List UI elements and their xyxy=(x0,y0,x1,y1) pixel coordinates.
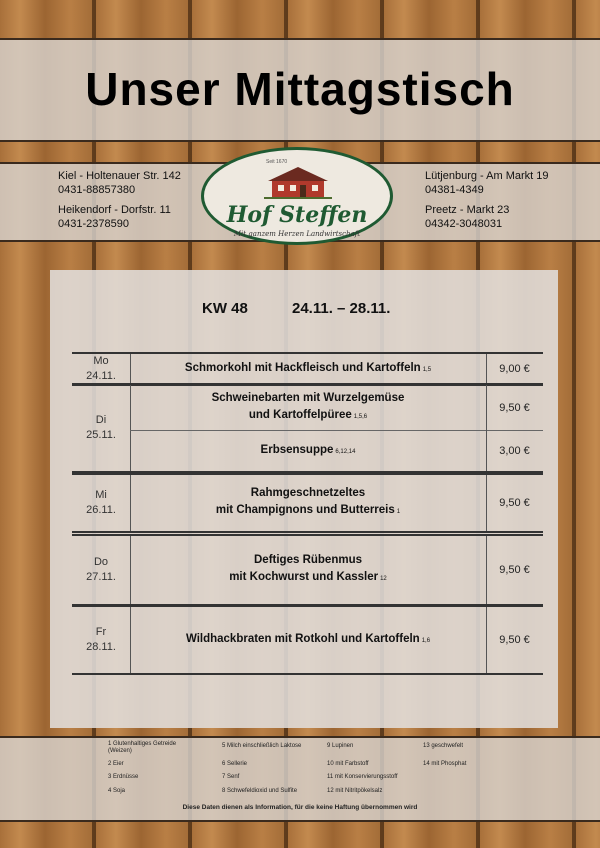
allergen-item: 11 mit Konservierungsstoff xyxy=(327,774,398,780)
logo-small-text: Seit 1670 xyxy=(266,159,288,165)
price-cell: 9,00 € xyxy=(499,363,530,375)
location-luetjenburg xyxy=(425,169,549,197)
location-phone: 04381-4349 xyxy=(425,184,484,196)
price-cell: 9,50 € xyxy=(499,497,530,509)
farmhouse-icon xyxy=(264,165,332,199)
allergen-item: 6 Sellerie xyxy=(222,761,248,767)
location-name: Kiel - Holtenauer Str. 142 xyxy=(58,170,181,182)
day-date: 25.11. xyxy=(86,429,116,441)
menu-row-monday xyxy=(72,352,543,386)
week-number: KW 48 xyxy=(202,300,248,317)
price-cell: 9,50 € xyxy=(499,564,530,576)
location-name: Lütjenburg - Am Markt 19 xyxy=(425,170,549,182)
location-name: Preetz - Markt 23 xyxy=(425,204,510,216)
disclaimer: Diese Daten dienen als Information, für die keine Haftung übernommen wird xyxy=(182,804,418,811)
day-cell xyxy=(72,475,130,531)
dish-name: Wildhackbraten mit Rotkohl und Kartoffeln xyxy=(185,632,420,645)
hof-steffen-logo xyxy=(201,147,393,245)
allergen-item: 14 mit Phosphat xyxy=(423,761,467,767)
allergen-label-note: (Weizen) xyxy=(108,748,132,754)
dish-cell xyxy=(130,536,486,604)
day-name: Di xyxy=(95,414,107,426)
dish-cell xyxy=(130,431,486,471)
price-cell: 3,00 € xyxy=(499,445,530,457)
allergen-item: 7 Senf xyxy=(222,774,240,780)
dish-name: Erbsensuppe xyxy=(260,443,334,456)
dish-name-line2: mit Kochwurst und Kassler xyxy=(229,571,379,583)
logo-tagline: Mit ganzem Herzen Landwirtschaft xyxy=(233,230,361,238)
dish-name-line2: mit Champignons und Butterreis xyxy=(215,504,395,516)
location-name: Heikendorf - Dorfstr. 11 xyxy=(58,204,171,216)
allergen-item: 2 Eier xyxy=(108,761,124,767)
week-range: 24.11. – 28.11. xyxy=(292,300,391,317)
day-name: Do xyxy=(93,556,109,568)
allergen-item: 9 Lupinen xyxy=(327,743,354,749)
dish-cell xyxy=(130,385,486,430)
allergen-codes: 1,6 xyxy=(421,637,431,644)
page-title: Unser Mittagstisch xyxy=(85,63,515,115)
dish-name-line2: und Kartoffelpüree xyxy=(248,408,352,421)
day-cell xyxy=(72,607,130,673)
dish-name: Schweinebarten mit Wurzelgemüse xyxy=(211,391,405,404)
day-cell xyxy=(72,385,130,471)
day-date: 24.11. xyxy=(86,370,116,382)
allergen-label: 1 Glutenhaltiges Getreide xyxy=(108,741,177,747)
allergen-codes: 12 xyxy=(380,576,387,582)
menu-row-thursday xyxy=(72,534,543,606)
dish-cell xyxy=(130,354,486,384)
logo-name: Hof Steffen xyxy=(226,202,368,228)
location-phone: 04342-3048031 xyxy=(425,218,503,230)
allergen-item: 3 Erdnüsse xyxy=(108,774,139,780)
dish-name: Deftiges Rübenmus xyxy=(254,554,362,566)
allergen-codes: 1,5 xyxy=(422,366,432,373)
day-name: Fr xyxy=(95,626,107,638)
allergen-codes: 1 xyxy=(396,509,401,515)
allergen-item: 13 geschwefelt xyxy=(423,743,464,749)
price-cell: 9,50 € xyxy=(499,634,530,646)
day-cell xyxy=(72,536,130,604)
menu-row-tuesday xyxy=(72,383,543,473)
day-date: 28.11. xyxy=(86,641,116,653)
divider xyxy=(486,385,487,471)
dish-name: Schmorkohl mit Hackfleisch und Kartoffeln xyxy=(184,361,421,374)
allergen-codes: 1,5,6 xyxy=(353,413,368,420)
allergen-item: 4 Soja xyxy=(108,788,126,794)
menu-row-wednesday xyxy=(72,473,543,533)
allergen-codes: 6,12,14 xyxy=(335,448,356,455)
location-kiel xyxy=(58,169,181,197)
dish-cell xyxy=(130,475,486,531)
dish-cell xyxy=(130,607,486,673)
allergen-item: 5 Milch einschließlich Laktose xyxy=(222,743,302,749)
allergen-item: 10 mit Farbstoff xyxy=(327,761,369,767)
day-cell xyxy=(72,354,130,384)
location-phone: 0431-88857380 xyxy=(58,184,136,196)
allergen-item: 12 mit Nitritpökelsalz xyxy=(327,788,383,794)
day-name: Mo xyxy=(93,355,109,367)
day-date: 26.11. xyxy=(86,504,116,516)
allergen-item: 8 Schwefeldioxid und Sulfite xyxy=(222,788,298,794)
menu-row-friday xyxy=(72,605,543,675)
location-phone: 0431-2378590 xyxy=(58,218,129,230)
day-date: 27.11. xyxy=(86,571,116,583)
price-cell: 9,50 € xyxy=(499,401,530,414)
location-preetz xyxy=(425,203,509,231)
day-name: Mi xyxy=(95,489,107,501)
allergen-item xyxy=(108,741,176,755)
location-heikendorf xyxy=(58,203,171,231)
dish-name: Rahmgeschnetzeltes xyxy=(250,487,366,499)
